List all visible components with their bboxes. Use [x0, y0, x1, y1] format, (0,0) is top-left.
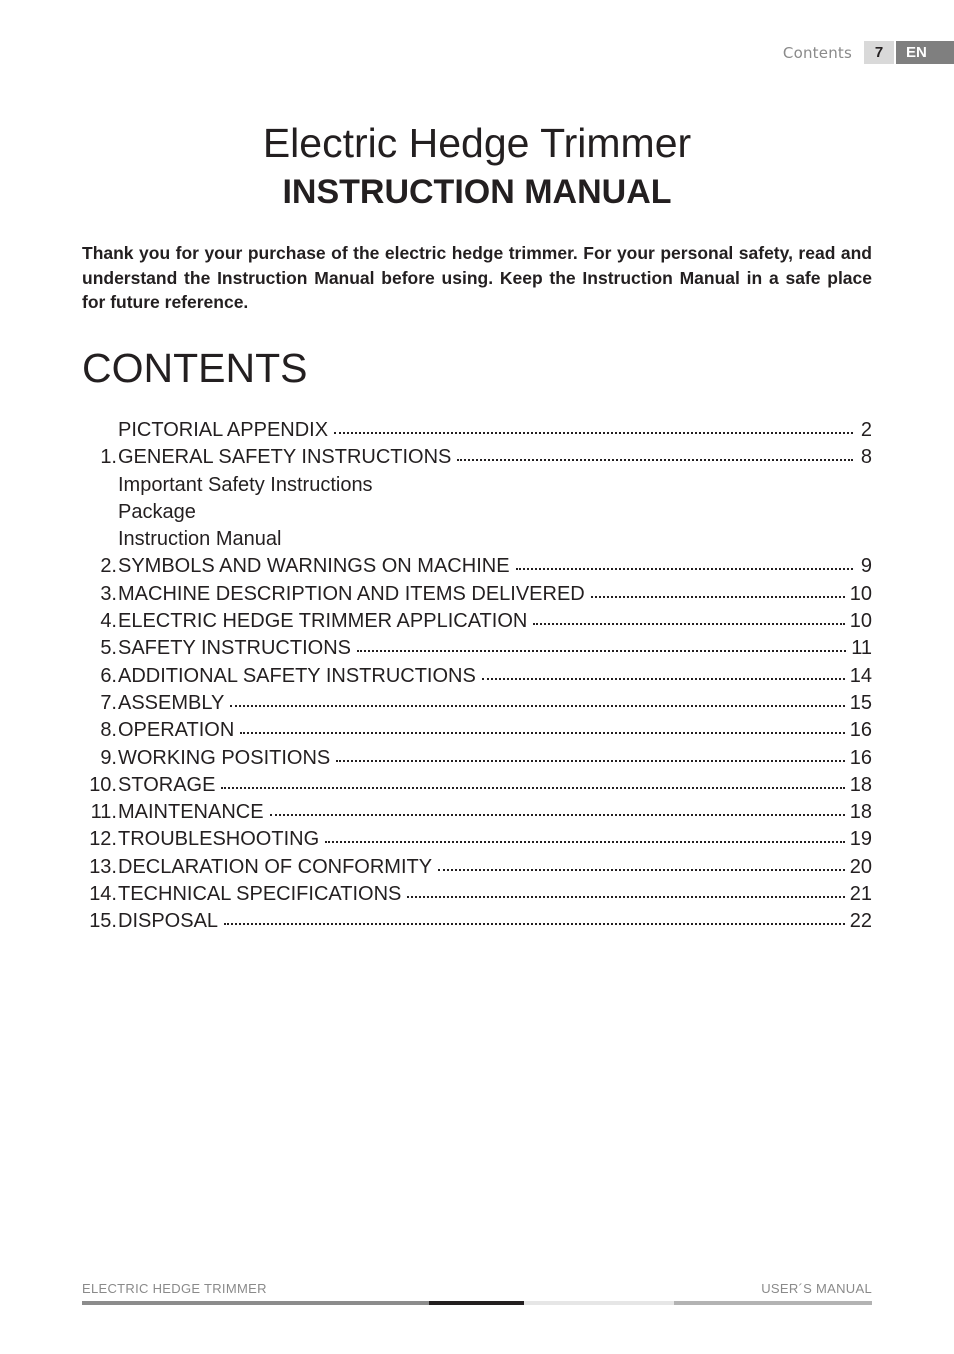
toc-entry-title: GENERAL SAFETY INSTRUCTIONS	[118, 446, 452, 469]
toc-entry	[82, 774, 872, 801]
intro-paragraph: Thank you for your purchase of the electric hedge trimmer. For your personal safety, read and understand the Instruction Manual before using. Keep the Instruction Manual in a safe place for future reference.	[82, 243, 872, 312]
footer-bar-segment	[674, 1301, 872, 1305]
toc-entry-number: 4.	[100, 610, 117, 633]
toc-entry-title: PICTORIAL APPENDIX	[118, 419, 329, 441]
header-section-label: Contents	[782, 43, 852, 62]
toc-entry-number: 3.	[100, 582, 117, 605]
document-subtitle: INSTRUCTION MANUAL	[282, 173, 672, 211]
toc-entry	[82, 419, 872, 446]
toc-entry	[82, 583, 872, 610]
toc-entry-page: 11	[851, 637, 872, 660]
toc-entry-title: MACHINE DESCRIPTION AND ITEMS DELIVERED	[118, 582, 585, 605]
toc-entry-page: 16	[849, 746, 872, 769]
toc-entry-number: 11.	[90, 801, 117, 824]
page-header-tab	[783, 41, 954, 64]
toc-entry-number: 1.	[100, 446, 117, 469]
toc-entry-title: ELECTRIC HEDGE TRIMMER APPLICATION	[118, 610, 528, 633]
header-page-number: 7	[864, 41, 894, 64]
toc-dot-leader	[336, 759, 845, 762]
toc-entry	[82, 719, 872, 746]
toc-dot-leader	[240, 731, 844, 734]
toc-entry-title: Instruction Manual	[118, 528, 282, 551]
toc-entry-title: Important Safety Instructions	[118, 473, 373, 496]
toc-entry-page: 8	[860, 446, 872, 469]
toc-entry	[82, 692, 872, 719]
toc-entry-page: 19	[849, 828, 872, 851]
toc-entry	[82, 883, 872, 910]
toc-entry	[82, 610, 872, 637]
toc-entry-number: 10.	[89, 773, 117, 796]
footer-product-name: ELECTRIC HEDGE TRIMMER	[82, 1281, 267, 1296]
toc-entry	[82, 665, 872, 692]
toc-dot-leader	[270, 813, 845, 816]
contents-heading: CONTENTS	[82, 345, 308, 391]
toc-dot-leader	[438, 868, 845, 871]
toc-entry	[82, 555, 872, 582]
toc-entry-title: DECLARATION OF CONFORMITY	[118, 855, 433, 878]
toc-dot-leader	[482, 677, 845, 680]
toc-entry-title: STORAGE	[118, 773, 216, 796]
toc-entry-page: 18	[849, 773, 872, 796]
toc-entry-title: TECHNICAL SPECIFICATIONS	[118, 883, 402, 906]
header-language-badge: EN	[896, 41, 954, 64]
toc-entry-title: SAFETY INSTRUCTIONS	[118, 637, 351, 660]
toc-entry-number: 12.	[89, 828, 117, 851]
footer-bar-segment	[82, 1301, 429, 1305]
toc-entry	[82, 801, 872, 828]
toc-entry	[82, 474, 872, 501]
toc-entry-title: Package	[118, 500, 196, 523]
toc-entry-page: 2	[860, 419, 872, 441]
toc-entry-title: TROUBLESHOOTING	[118, 828, 320, 851]
toc-entry	[82, 501, 872, 528]
toc-entry-page: 15	[849, 691, 872, 714]
toc-entry-page: 10	[849, 610, 872, 633]
toc-entry	[82, 747, 872, 774]
toc-entry-page: 22	[849, 910, 872, 933]
toc-entry-page: 18	[849, 801, 872, 824]
document-title: Electric Hedge Trimmer	[262, 120, 692, 166]
toc-entry-title: ASSEMBLY	[118, 691, 225, 714]
footer-color-bar	[82, 1301, 872, 1305]
footer-bar-segment	[429, 1301, 524, 1305]
toc-entry-page: 21	[849, 883, 872, 906]
toc-dot-leader	[325, 840, 845, 843]
toc-entry	[82, 637, 872, 664]
toc-entry-number: 6.	[100, 664, 117, 687]
toc-entry-title: ADDITIONAL SAFETY INSTRUCTIONS	[118, 664, 476, 687]
toc-entry	[82, 446, 872, 473]
toc-entry-title: SYMBOLS AND WARNINGS ON MACHINE	[118, 555, 510, 578]
toc-dot-leader	[591, 595, 845, 598]
footer-bar-segment	[524, 1301, 674, 1305]
footer-manual-label: USER´S MANUAL	[761, 1281, 872, 1296]
toc-dot-leader	[457, 458, 853, 461]
toc-entry-title: OPERATION	[118, 719, 235, 742]
toc-entry-number: 7.	[100, 691, 117, 714]
toc-entry-title: MAINTENANCE	[118, 801, 264, 824]
toc-entry-number: 13.	[89, 855, 117, 878]
toc-entry-page: 20	[849, 855, 872, 878]
toc-entry	[82, 856, 872, 883]
toc-entry	[82, 828, 872, 855]
toc-entry-number: 5.	[100, 637, 117, 660]
toc-entry-page: 16	[849, 719, 872, 742]
toc-entry-page: 14	[849, 664, 872, 687]
toc-dot-leader	[516, 567, 853, 570]
toc-dot-leader	[357, 649, 846, 652]
toc-entry-number: 2.	[100, 555, 117, 578]
toc-dot-leader	[407, 895, 844, 898]
toc-dot-leader	[230, 704, 844, 707]
toc-entry-number: 8.	[100, 719, 117, 742]
toc-entry-title: DISPOSAL	[118, 910, 219, 933]
toc-entry-number: 15.	[89, 910, 117, 933]
toc-entry	[82, 910, 872, 937]
toc-entry-number: 9.	[100, 746, 117, 769]
toc-dot-leader	[533, 622, 844, 625]
toc-entry	[82, 528, 872, 555]
toc-dot-leader	[221, 786, 844, 789]
toc-dot-leader	[224, 922, 845, 925]
toc-entry-title: WORKING POSITIONS	[118, 746, 331, 769]
toc-entry-page: 9	[860, 555, 872, 578]
toc-dot-leader	[334, 431, 853, 434]
toc-entry-page: 10	[849, 582, 872, 605]
table-of-contents	[82, 419, 872, 938]
toc-entry-number: 14.	[89, 883, 117, 906]
